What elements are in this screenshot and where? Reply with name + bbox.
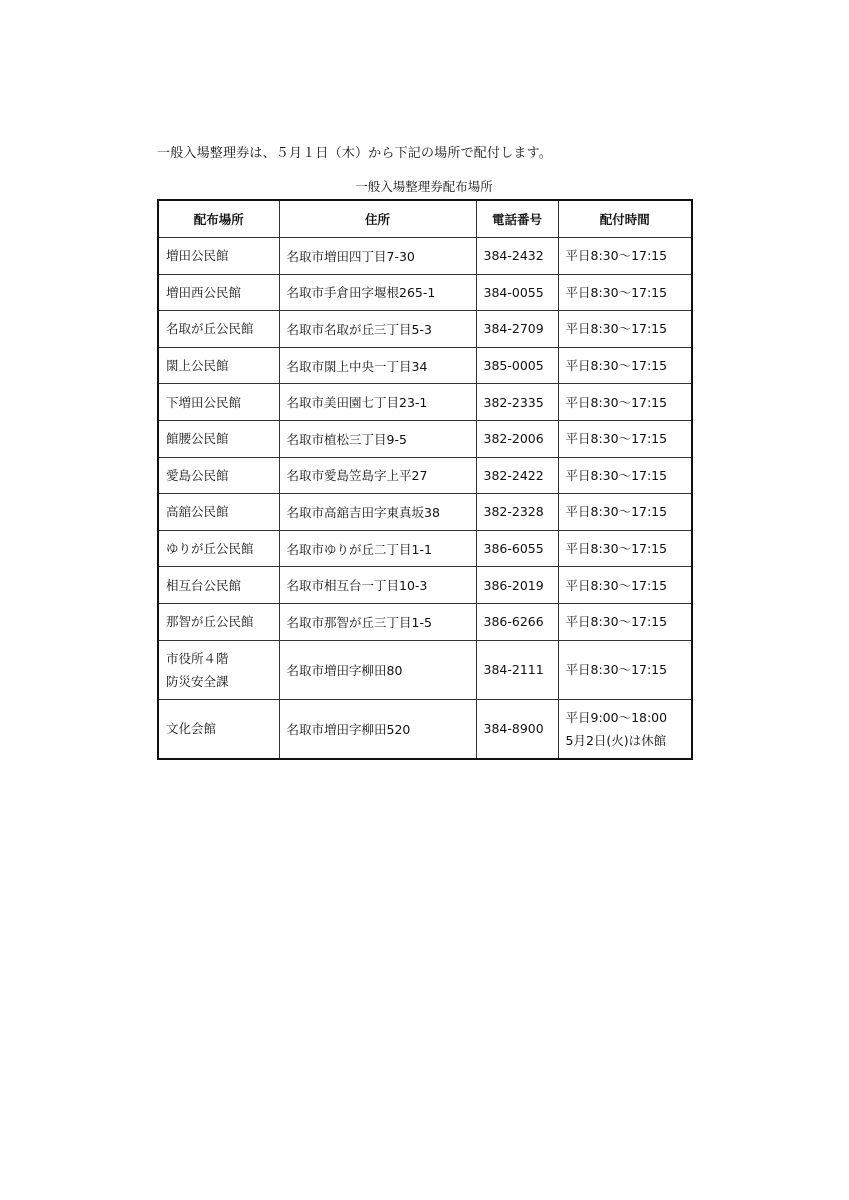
cell-address: 名取市増田字柳田80	[279, 640, 476, 699]
cell-address: 名取市閖上中央一丁目34	[279, 347, 476, 384]
cell-phone: 386-2019	[476, 567, 558, 604]
cell-hours-line: 平日8:30～17:15	[565, 358, 668, 374]
table-row	[158, 384, 692, 421]
cell-address: 名取市相互台一丁目10-3	[279, 567, 476, 604]
cell-phone: 382-2006	[476, 420, 558, 457]
cell-hours	[558, 347, 692, 384]
cell-place-line: 市役所４階	[166, 650, 229, 666]
cell-place	[158, 530, 279, 567]
cell-hours	[558, 420, 692, 457]
table-row	[158, 530, 692, 567]
cell-address: 名取市植松三丁目9-5	[279, 420, 476, 457]
cell-phone: 384-8900	[476, 699, 558, 759]
distribution-table	[157, 199, 693, 760]
cell-phone: 384-0055	[476, 274, 558, 311]
cell-phone: 382-2422	[476, 457, 558, 494]
cell-address: 名取市高舘吉田字東真坂38	[279, 494, 476, 531]
cell-place-line: 高舘公民館	[166, 504, 229, 520]
cell-hours-line: 平日8:30～17:15	[565, 321, 668, 337]
cell-phone: 384-2111	[476, 640, 558, 699]
cell-address: 名取市ゆりが丘二丁目1-1	[279, 530, 476, 567]
cell-address: 名取市美田園七丁目23-1	[279, 384, 476, 421]
cell-address: 名取市増田四丁目7-30	[279, 238, 476, 275]
table-row	[158, 420, 692, 457]
table-body	[158, 238, 692, 759]
cell-place	[158, 457, 279, 494]
cell-place	[158, 603, 279, 640]
cell-place	[158, 347, 279, 384]
cell-phone: 386-6266	[476, 603, 558, 640]
cell-phone: 382-2335	[476, 384, 558, 421]
cell-place	[158, 699, 279, 759]
cell-place-line: 下増田公民館	[166, 394, 242, 410]
cell-hours-line: 平日8:30～17:15	[565, 541, 668, 557]
cell-place	[158, 567, 279, 604]
cell-phone: 385-0005	[476, 347, 558, 384]
cell-hours	[558, 384, 692, 421]
table-row	[158, 699, 692, 759]
cell-place-line: 増田公民館	[166, 248, 229, 264]
table-row	[158, 347, 692, 384]
cell-address: 名取市名取が丘三丁目5-3	[279, 311, 476, 348]
table-caption: 一般入場整理券配布場所	[355, 179, 493, 194]
cell-hours	[558, 699, 692, 759]
cell-hours-line: 平日8:30～17:15	[565, 394, 668, 410]
table-row	[158, 311, 692, 348]
header-address: 住所	[279, 200, 476, 238]
cell-phone: 384-2709	[476, 311, 558, 348]
cell-place-line: 館腰公民館	[166, 431, 229, 447]
table-header-row	[158, 200, 692, 238]
cell-hours	[558, 494, 692, 531]
cell-hours-line: 平日9:00～18:00	[565, 709, 668, 725]
cell-hours	[558, 311, 692, 348]
cell-hours	[558, 640, 692, 699]
cell-place-line: 名取が丘公民館	[166, 321, 254, 337]
cell-hours	[558, 238, 692, 275]
cell-place	[158, 274, 279, 311]
cell-place	[158, 494, 279, 531]
cell-hours-line: 平日8:30～17:15	[565, 431, 668, 447]
cell-hours-line: 平日8:30～17:15	[565, 504, 668, 520]
header-phone: 電話番号	[476, 200, 558, 238]
cell-place-line: 文化会館	[166, 721, 217, 737]
cell-place	[158, 311, 279, 348]
cell-place	[158, 420, 279, 457]
cell-phone: 382-2328	[476, 494, 558, 531]
cell-place-line: 防災安全課	[166, 673, 229, 689]
cell-place	[158, 238, 279, 275]
header-hours: 配付時間	[558, 200, 692, 238]
cell-hours-line: 平日8:30～17:15	[565, 284, 668, 300]
cell-hours	[558, 567, 692, 604]
cell-place-line: 閖上公民館	[166, 358, 229, 374]
cell-phone: 384-2432	[476, 238, 558, 275]
cell-address: 名取市那智が丘三丁目1-5	[279, 603, 476, 640]
cell-hours	[558, 457, 692, 494]
cell-place-line: 相互台公民館	[166, 577, 242, 593]
table-row	[158, 457, 692, 494]
cell-place-line: 那智が丘公民館	[166, 614, 254, 630]
table-row	[158, 238, 692, 275]
table-row	[158, 567, 692, 604]
cell-hours	[558, 603, 692, 640]
cell-place	[158, 640, 279, 699]
header-place: 配布場所	[158, 200, 279, 238]
cell-hours-line: 平日8:30～17:15	[565, 614, 668, 630]
cell-place-line: ゆりが丘公民館	[166, 541, 254, 557]
cell-hours-line: 平日8:30～17:15	[565, 248, 668, 264]
cell-place-line: 増田西公民館	[166, 284, 242, 300]
table-row	[158, 494, 692, 531]
cell-address: 名取市愛島笠島字上平27	[279, 457, 476, 494]
table-row	[158, 640, 692, 699]
cell-hours	[558, 274, 692, 311]
table-row	[158, 603, 692, 640]
cell-place-line: 愛島公民館	[166, 467, 229, 483]
cell-hours-line: 5月2日(火)は休館	[565, 732, 667, 748]
cell-phone: 386-6055	[476, 530, 558, 567]
cell-hours-line: 平日8:30～17:15	[565, 662, 668, 678]
cell-place	[158, 384, 279, 421]
cell-address: 名取市増田字柳田520	[279, 699, 476, 759]
cell-hours	[558, 530, 692, 567]
cell-address: 名取市手倉田字堰根265-1	[279, 274, 476, 311]
cell-hours-line: 平日8:30～17:15	[565, 467, 668, 483]
table-row	[158, 274, 692, 311]
intro-text: 一般入場整理券は、５月１日（木）から下記の場所で配付します。	[157, 146, 552, 161]
cell-hours-line: 平日8:30～17:15	[565, 577, 668, 593]
